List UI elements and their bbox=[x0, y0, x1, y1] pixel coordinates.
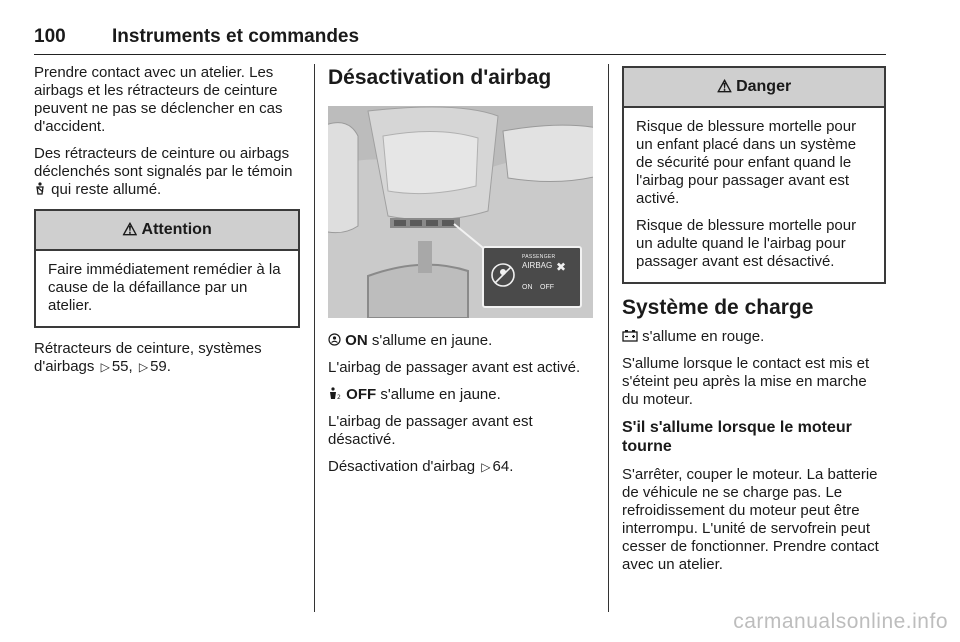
airbag-indicator-inset: PASSENGER AIRBAG ON OFF ✖ bbox=[482, 246, 582, 308]
danger-text: Risque de blessure mortelle pour un adulte quand le l'airbag pour passager avant est désactivé. bbox=[636, 217, 857, 270]
watermark: carmanualsonline.info bbox=[733, 610, 948, 633]
page-ref-link[interactable]: 59. bbox=[150, 358, 171, 375]
svg-text:2: 2 bbox=[337, 394, 341, 400]
column-left bbox=[34, 64, 300, 385]
danger-box bbox=[622, 66, 886, 284]
section-title: Désactivation d'airbag bbox=[328, 66, 552, 89]
battery-icon bbox=[622, 329, 638, 342]
page-header bbox=[34, 24, 886, 55]
paragraph: Des rétracteurs de ceinture ou airbags déclenchés sont signalés par le témoin qui reste allumé. bbox=[34, 145, 293, 198]
danger-text: Risque de blessure mortelle pour un enfant placé dans un système de sécurité pour enfant quand le l'airbag pour passager avant est activé. bbox=[636, 118, 857, 207]
column-right bbox=[622, 64, 886, 583]
page-ref-link[interactable]: 55, bbox=[111, 358, 133, 375]
warning-triangle-icon: ⚠ bbox=[716, 77, 733, 96]
paragraph: Désactivation d'airbag ▷ 64. bbox=[328, 458, 514, 475]
paragraph: S'allume lorsque le contact est mis et s'éteint peu après la mise en marche du moteur. bbox=[622, 355, 870, 408]
page-number: 100 bbox=[34, 26, 66, 47]
paragraph: s'allume en rouge. bbox=[622, 328, 886, 346]
page-ref-link[interactable]: 64. bbox=[492, 458, 514, 475]
paragraph: L'airbag de passager avant est désactivé. bbox=[328, 413, 533, 448]
paragraph: S'arrêter, couper le moteur. La batterie de véhicule ne se charge pas. Le refroidissement du moteur peut être interrompu. L'unité de servofrein peut cesser de fonctionner. Prendre contact avec un atelier. bbox=[622, 466, 879, 573]
column-divider bbox=[314, 64, 315, 612]
paragraph: 2 OFF s'allume en jaune. bbox=[328, 386, 593, 404]
paragraph: Rétracteurs de ceinture, systèmes d'airbags ▷ 55, ▷ 59. bbox=[34, 340, 262, 375]
attention-box bbox=[34, 209, 300, 328]
page-ref-arrow-icon: ▷ bbox=[100, 360, 110, 374]
subsection-title: S'il s'allume lorsque le moteur tourne bbox=[622, 419, 852, 455]
airbag-deactivation-photo bbox=[328, 106, 593, 318]
paragraph: L'airbag de passager avant est activé. bbox=[328, 359, 581, 376]
airbag-off-icon bbox=[490, 262, 516, 288]
seatbelt-airbag-warning-icon bbox=[34, 182, 47, 195]
attention-text: Faire immédiatement remédier à la cause de la défaillance par un atelier. bbox=[48, 261, 281, 314]
column-divider bbox=[608, 64, 609, 612]
paragraph: ON s'allume en jaune. bbox=[328, 332, 593, 350]
section-title: Système de charge bbox=[622, 296, 814, 319]
chapter-title: Instruments et commandes bbox=[112, 26, 360, 47]
paragraph: Prendre contact avec un atelier. Les airbags et les rétracteurs de ceinture peuvent ne pas se déclencher en cas d'accident. bbox=[34, 64, 283, 135]
page-ref-arrow-icon: ▷ bbox=[481, 460, 491, 474]
airbag-seat-icon: ✖ bbox=[556, 260, 567, 274]
attention-header: ⚠ Attention bbox=[36, 211, 298, 251]
column-middle bbox=[328, 64, 593, 485]
page-ref-arrow-icon: ▷ bbox=[138, 360, 149, 374]
warning-triangle-icon: ⚠ bbox=[122, 220, 138, 239]
airbag-on-icon bbox=[328, 333, 341, 346]
danger-header: ⚠ Danger bbox=[624, 68, 884, 108]
airbag-off-seat-icon bbox=[328, 387, 342, 400]
